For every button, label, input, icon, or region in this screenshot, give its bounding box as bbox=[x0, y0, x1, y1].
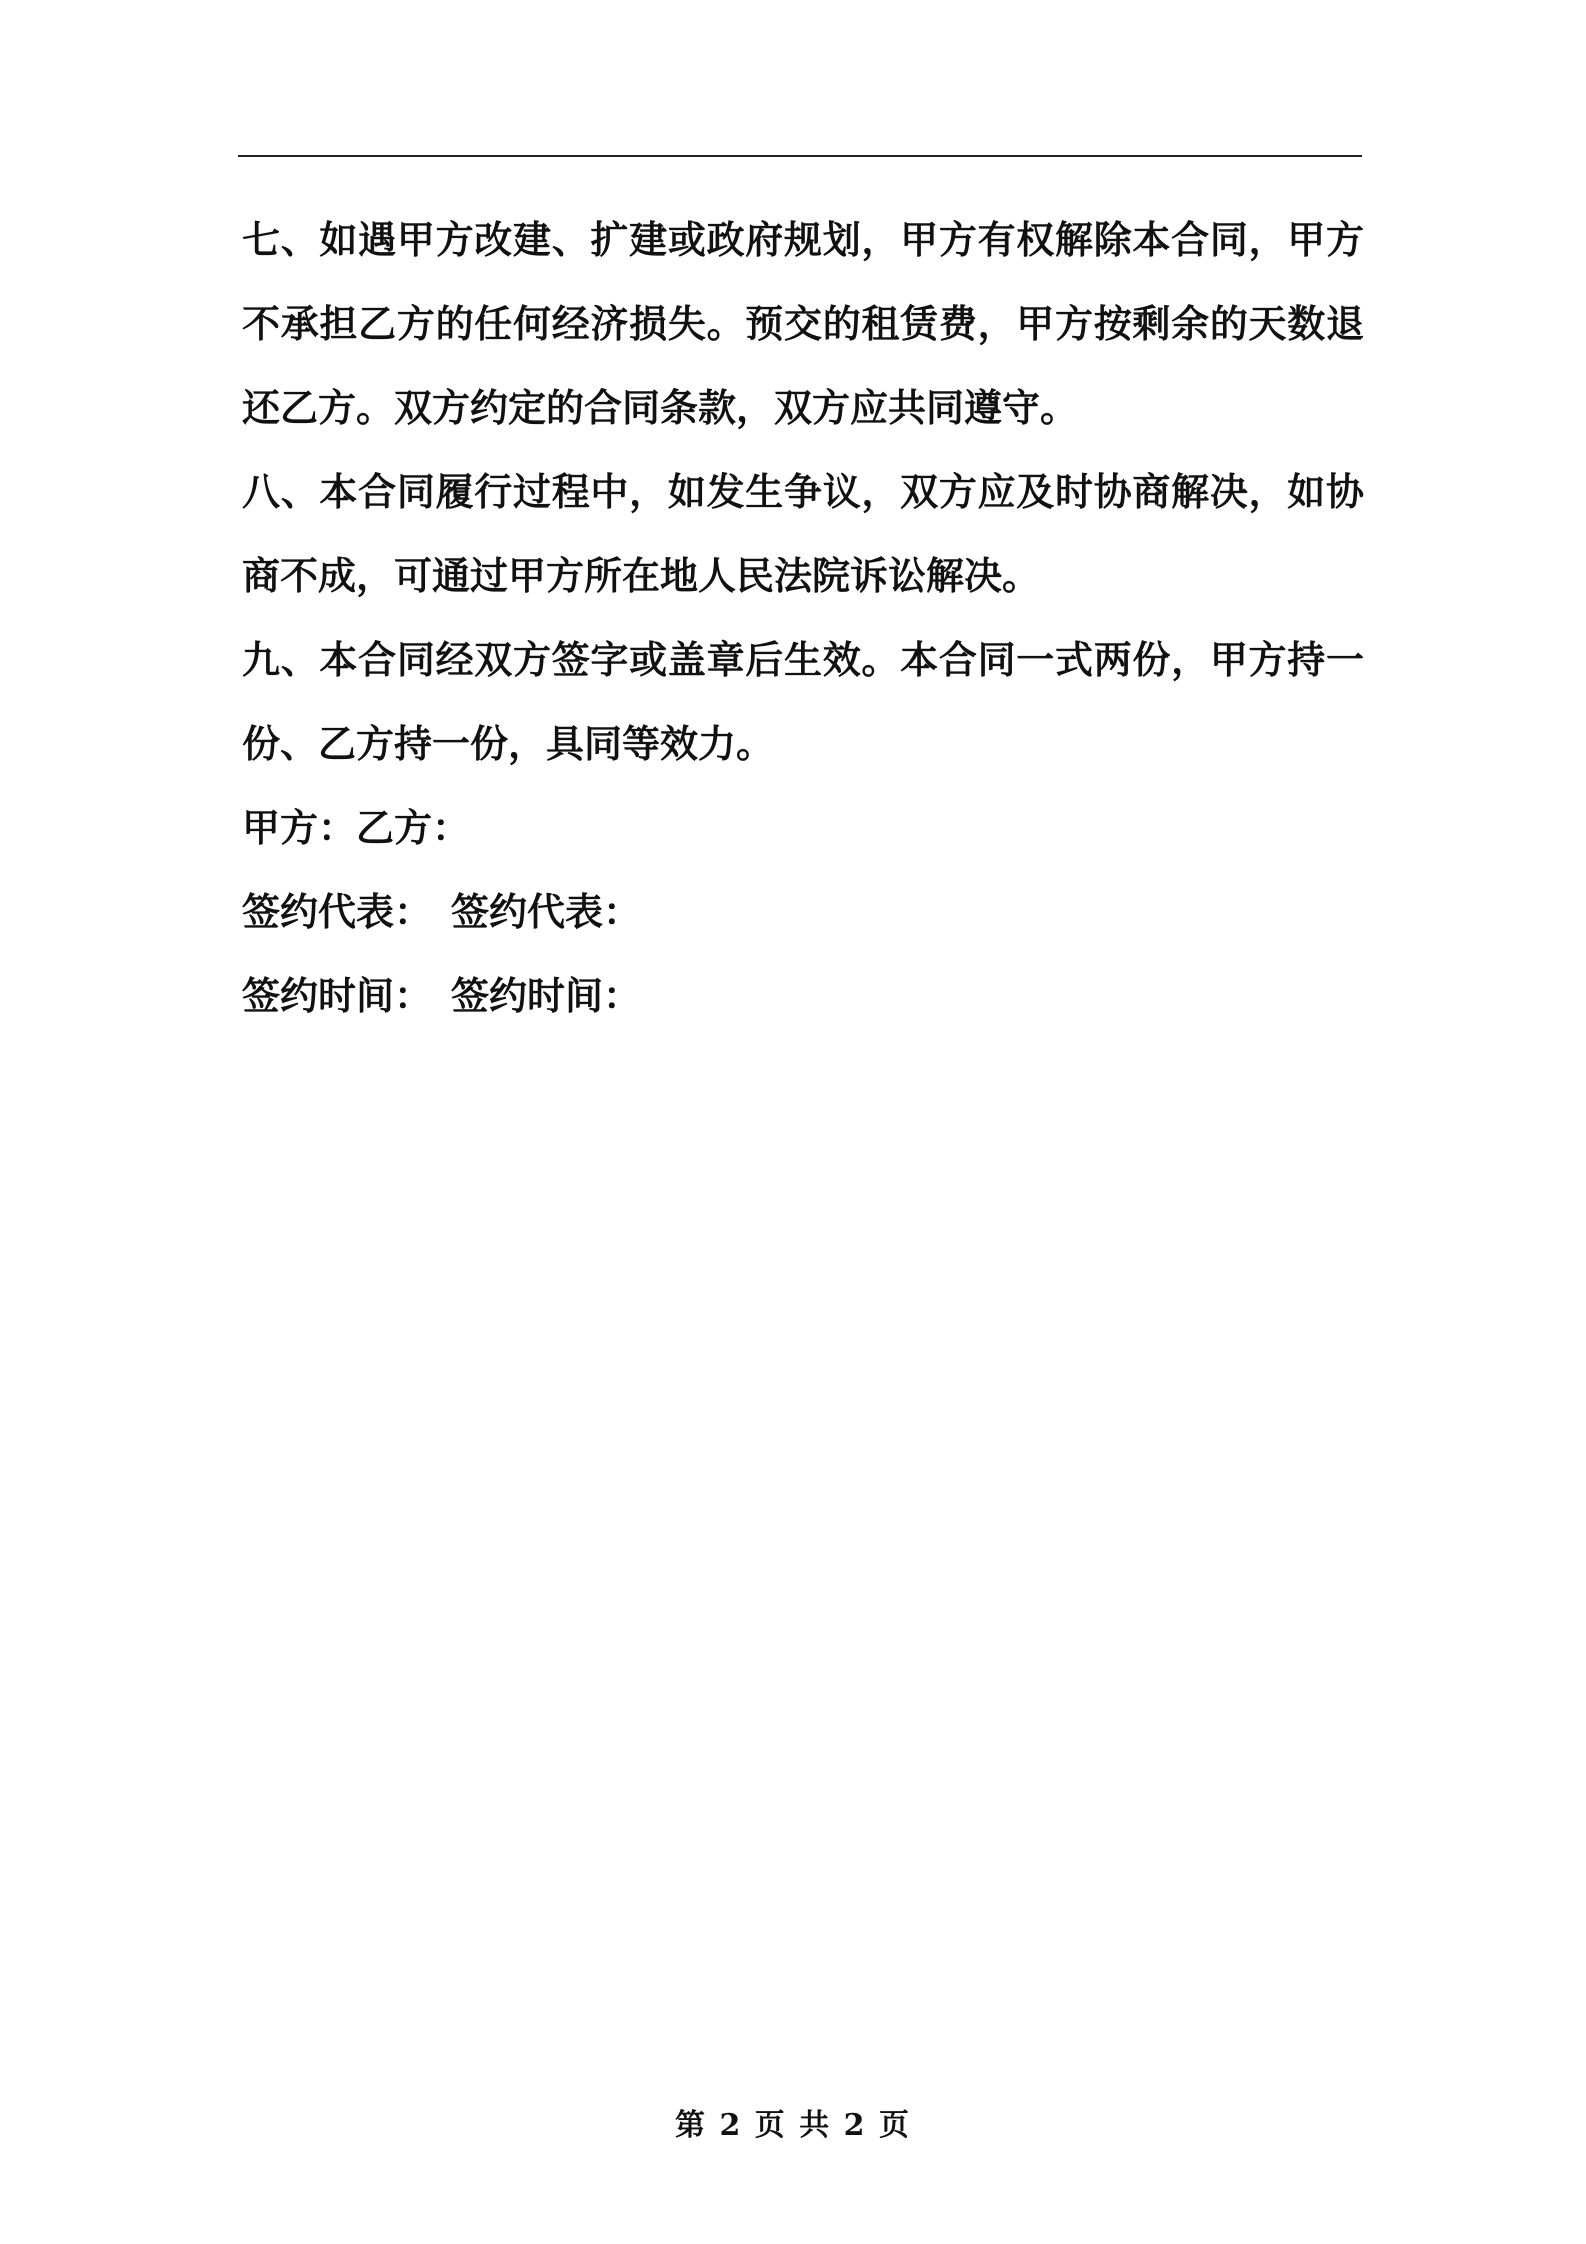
clause-9: 九、本合同经双方签字或盖章后生效。本合同一式两份，甲方持一份、乙方持一份，具同等效力。 bbox=[242, 638, 1364, 766]
clause-8: 八、本合同履行过程中，如发生争议，双方应及时协商解决，如协商不成，可通过甲方所在地人民法院诉讼解决。 bbox=[242, 470, 1364, 598]
signature-dates: 签约时间： 签约时间： bbox=[242, 974, 642, 1018]
document-body bbox=[242, 198, 1364, 1038]
header-rule bbox=[238, 155, 1362, 157]
page-number: 第 2 页 共 2 页 bbox=[675, 2108, 911, 2143]
signature-representatives: 签约代表： 签约代表： bbox=[242, 890, 642, 934]
clause-7: 七、如遇甲方改建、扩建或政府规划，甲方有权解除本合同，甲方不承担乙方的任何经济损失。预交的租赁费，甲方按剩余的天数退还乙方。双方约定的合同条款，双方应共同遵守。 bbox=[242, 218, 1364, 430]
signature-parties: 甲方：乙方： bbox=[242, 806, 471, 850]
